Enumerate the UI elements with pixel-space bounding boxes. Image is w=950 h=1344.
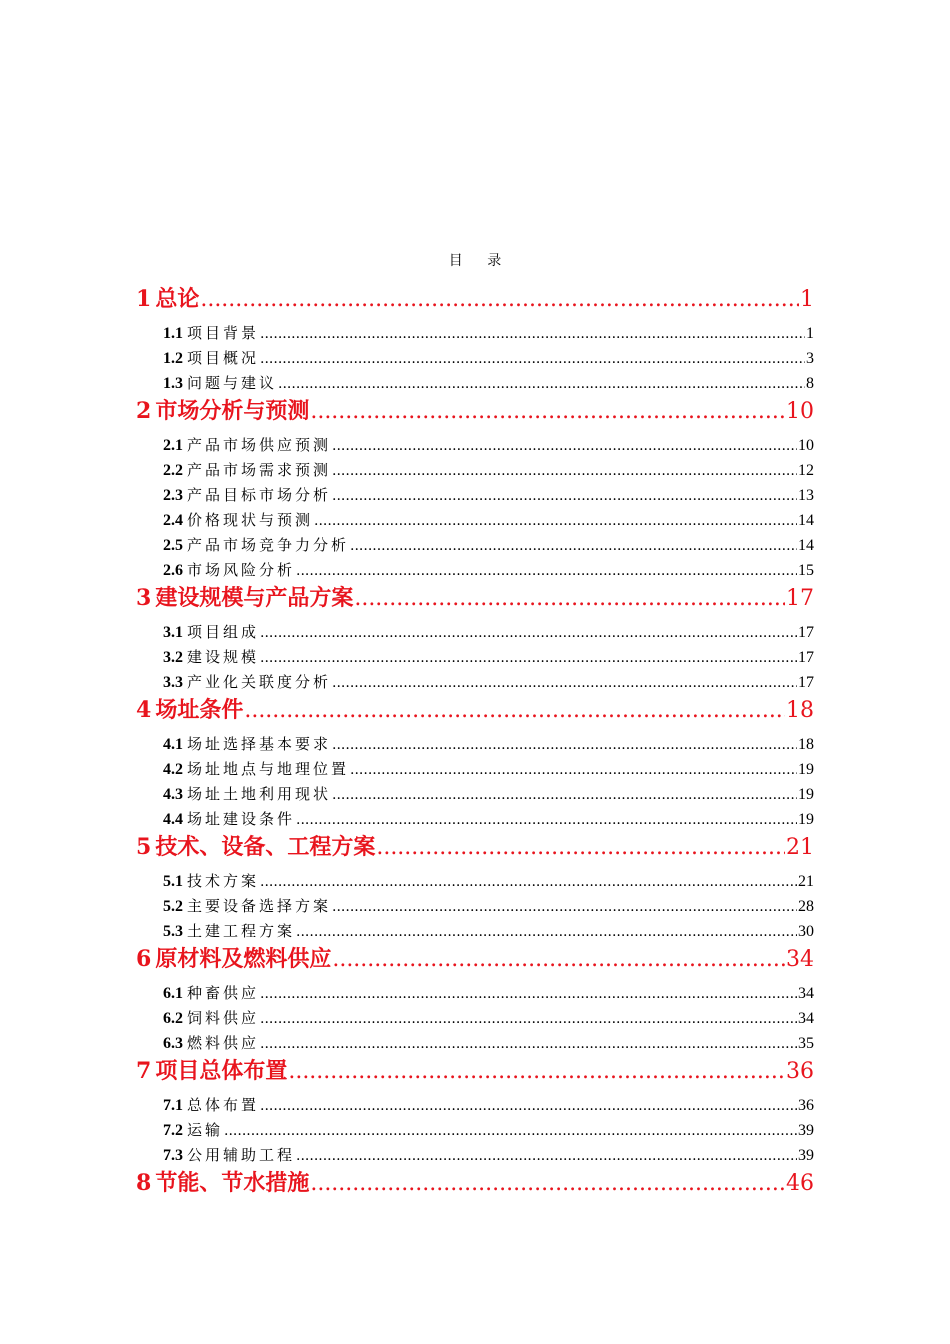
section-title: 建设规模 xyxy=(187,648,260,666)
section-number: 3.1 xyxy=(163,624,183,641)
toc-section-entry[interactable] xyxy=(136,321,814,346)
section-number: 2.1 xyxy=(163,437,183,454)
toc-section-entry[interactable] xyxy=(136,533,814,558)
toc-section-entry[interactable] xyxy=(136,483,814,508)
toc-chapter-entry[interactable] xyxy=(136,1056,814,1093)
toc-section-entry[interactable] xyxy=(136,558,814,583)
dot-leader xyxy=(332,733,797,758)
toc-section-entry[interactable] xyxy=(136,508,814,533)
section-title: 场址土地利用现状 xyxy=(187,785,332,803)
toc-section-entry[interactable] xyxy=(136,1118,814,1143)
toc-section-entry[interactable] xyxy=(136,757,814,782)
dot-leader xyxy=(260,1094,797,1119)
dot-leader xyxy=(354,584,785,614)
section-page-number: 17 xyxy=(798,649,814,666)
section-title: 公用辅助工程 xyxy=(187,1146,296,1164)
dot-leader xyxy=(332,434,797,459)
section-page-number: 19 xyxy=(798,786,814,803)
chapter-page-number: 21 xyxy=(786,835,814,860)
section-number: 4.2 xyxy=(163,761,183,778)
section-number: 2.6 xyxy=(163,562,183,579)
toc-chapter-entry[interactable] xyxy=(136,944,814,981)
toc-section-entry[interactable] xyxy=(136,1006,814,1031)
section-page-number: 21 xyxy=(798,873,814,890)
section-title: 运输 xyxy=(187,1121,224,1139)
chapter-number: 7 xyxy=(136,1058,152,1084)
section-title: 场址地点与地理位置 xyxy=(187,760,350,778)
dot-leader xyxy=(310,397,785,427)
toc-chapter-entry[interactable] xyxy=(136,832,814,869)
toc-chapter-entry[interactable] xyxy=(136,1168,814,1205)
chapter-title: 原材料及燃料供应 xyxy=(155,947,332,972)
section-number: 3.2 xyxy=(163,649,183,666)
dot-leader xyxy=(314,509,797,534)
section-number: 4.1 xyxy=(163,736,183,753)
section-page-number: 35 xyxy=(798,1035,814,1052)
toc-section-entry[interactable] xyxy=(136,670,814,695)
section-number: 2.4 xyxy=(163,512,183,529)
section-page-number: 36 xyxy=(798,1097,814,1114)
section-title: 技术方案 xyxy=(187,872,260,890)
section-title: 产品市场供应预测 xyxy=(187,436,332,454)
toc-section-entry[interactable] xyxy=(136,981,814,1006)
section-page-number: 13 xyxy=(798,487,814,504)
dot-leader xyxy=(288,1057,785,1087)
section-page-number: 39 xyxy=(798,1147,814,1164)
dot-leader xyxy=(332,945,785,975)
toc-section-entry[interactable] xyxy=(136,645,814,670)
dot-leader xyxy=(332,459,797,484)
dot-leader xyxy=(260,870,797,895)
section-number: 4.3 xyxy=(163,786,183,803)
chapter-number: 1 xyxy=(136,286,152,312)
chapter-page-number: 10 xyxy=(786,399,814,424)
section-title: 产业化关联度分析 xyxy=(187,673,332,691)
toc-chapter xyxy=(136,396,814,583)
chapter-number: 6 xyxy=(136,946,152,972)
dot-leader xyxy=(310,1169,785,1199)
dot-leader xyxy=(260,1007,797,1032)
section-title: 产品市场需求预测 xyxy=(187,461,332,479)
chapter-number: 8 xyxy=(136,1170,152,1196)
section-number: 7.2 xyxy=(163,1122,183,1139)
toc-chapter xyxy=(136,1168,814,1205)
toc-chapter xyxy=(136,583,814,695)
chapter-title: 总论 xyxy=(155,287,200,312)
section-page-number: 30 xyxy=(798,923,814,940)
dot-leader xyxy=(296,808,797,833)
toc-chapter-entry[interactable] xyxy=(136,396,814,433)
section-title: 种畜供应 xyxy=(187,984,260,1002)
dot-leader xyxy=(376,833,785,863)
chapter-page-number: 46 xyxy=(786,1171,814,1196)
section-page-number: 14 xyxy=(798,512,814,529)
chapter-title: 市场分析与预测 xyxy=(155,399,310,424)
toc-section-entry[interactable] xyxy=(136,620,814,645)
section-number: 6.1 xyxy=(163,985,183,1002)
toc-section-entry[interactable] xyxy=(136,458,814,483)
section-title: 项目概况 xyxy=(187,349,260,367)
toc-section-entry[interactable] xyxy=(136,371,814,396)
toc-section-entry[interactable] xyxy=(136,894,814,919)
dot-leader xyxy=(244,696,785,726)
dot-leader xyxy=(296,920,797,945)
section-number: 6.2 xyxy=(163,1010,183,1027)
section-page-number: 28 xyxy=(798,898,814,915)
section-title: 价格现状与预测 xyxy=(187,511,314,529)
dot-leader xyxy=(200,285,799,315)
section-page-number: 1 xyxy=(806,325,814,342)
section-title: 土建工程方案 xyxy=(187,922,296,940)
section-number: 2.3 xyxy=(163,487,183,504)
dot-leader xyxy=(260,621,797,646)
section-number: 6.3 xyxy=(163,1035,183,1052)
section-number: 7.1 xyxy=(163,1097,183,1114)
chapter-number: 4 xyxy=(136,697,152,723)
section-title: 产品市场竞争力分析 xyxy=(187,536,350,554)
chapter-title: 项目总体布置 xyxy=(155,1059,288,1084)
section-title: 场址建设条件 xyxy=(187,810,296,828)
toc-chapter xyxy=(136,1056,814,1168)
dot-leader xyxy=(332,484,797,509)
section-page-number: 19 xyxy=(798,761,814,778)
section-title: 总体布置 xyxy=(187,1096,260,1114)
chapter-title: 技术、设备、工程方案 xyxy=(155,835,376,860)
toc-chapter-entry[interactable] xyxy=(136,695,814,732)
toc-chapter xyxy=(136,832,814,944)
section-page-number: 34 xyxy=(798,1010,814,1027)
section-page-number: 14 xyxy=(798,537,814,554)
dot-leader xyxy=(260,982,797,1007)
section-number: 5.2 xyxy=(163,898,183,915)
section-page-number: 19 xyxy=(798,811,814,828)
section-number: 1.2 xyxy=(163,350,183,367)
toc-section-entry[interactable] xyxy=(136,807,814,832)
toc-chapter xyxy=(136,284,814,396)
dot-leader xyxy=(260,347,805,372)
section-title: 场址选择基本要求 xyxy=(187,735,332,753)
section-page-number: 17 xyxy=(798,624,814,641)
section-page-number: 17 xyxy=(798,674,814,691)
section-number: 1.1 xyxy=(163,325,183,342)
chapter-number: 3 xyxy=(136,585,152,611)
toc-section-entry[interactable] xyxy=(136,1143,814,1168)
section-title: 项目背景 xyxy=(187,324,260,342)
dot-leader xyxy=(332,783,797,808)
chapter-title: 节能、节水措施 xyxy=(155,1171,310,1196)
chapter-number: 2 xyxy=(136,398,152,424)
dot-leader xyxy=(332,671,797,696)
toc-section-entry[interactable] xyxy=(136,1093,814,1118)
chapter-page-number: 1 xyxy=(800,287,814,312)
toc-section-entry[interactable] xyxy=(136,919,814,944)
chapter-title: 建设规模与产品方案 xyxy=(155,586,354,611)
toc-chapter-entry[interactable] xyxy=(136,583,814,620)
section-page-number: 39 xyxy=(798,1122,814,1139)
section-title: 燃料供应 xyxy=(187,1034,260,1052)
chapter-page-number: 17 xyxy=(786,586,814,611)
section-title: 问题与建议 xyxy=(187,374,278,392)
dot-leader xyxy=(350,758,797,783)
section-title: 主要设备选择方案 xyxy=(187,897,332,915)
toc-section-entry[interactable] xyxy=(136,782,814,807)
toc-section-entry[interactable] xyxy=(136,346,814,371)
section-title: 产品目标市场分析 xyxy=(187,486,332,504)
section-title: 饲料供应 xyxy=(187,1009,260,1027)
dot-leader xyxy=(260,646,797,671)
chapter-title: 场址条件 xyxy=(155,698,244,723)
chapter-page-number: 36 xyxy=(786,1059,814,1084)
toc-section-entry[interactable] xyxy=(136,433,814,458)
section-title: 市场风险分析 xyxy=(187,561,296,579)
dot-leader xyxy=(296,559,797,584)
chapter-page-number: 34 xyxy=(786,947,814,972)
toc-chapter xyxy=(136,695,814,832)
section-number: 1.3 xyxy=(163,375,183,392)
section-page-number: 10 xyxy=(798,437,814,454)
chapter-page-number: 18 xyxy=(786,698,814,723)
page-title: 目 录 xyxy=(448,253,512,269)
toc-chapter-entry[interactable] xyxy=(136,284,814,321)
chapter-number: 5 xyxy=(136,834,152,860)
dot-leader xyxy=(350,534,797,559)
section-number: 7.3 xyxy=(163,1147,183,1164)
dot-leader xyxy=(260,322,805,347)
toc-section-entry[interactable] xyxy=(136,1031,814,1056)
section-title: 项目组成 xyxy=(187,623,260,641)
section-page-number: 12 xyxy=(798,462,814,479)
dot-leader xyxy=(332,895,797,920)
dot-leader xyxy=(296,1144,797,1169)
section-page-number: 18 xyxy=(798,736,814,753)
section-number: 2.5 xyxy=(163,537,183,554)
section-number: 5.1 xyxy=(163,873,183,890)
dot-leader xyxy=(260,1032,797,1057)
toc-chapter xyxy=(136,944,814,1056)
section-page-number: 34 xyxy=(798,985,814,1002)
section-page-number: 3 xyxy=(806,350,814,367)
table-of-contents xyxy=(136,284,814,1205)
section-number: 5.3 xyxy=(163,923,183,940)
section-number: 4.4 xyxy=(163,811,183,828)
section-page-number: 15 xyxy=(798,562,814,579)
section-number: 3.3 xyxy=(163,674,183,691)
toc-section-entry[interactable] xyxy=(136,869,814,894)
section-number: 2.2 xyxy=(163,462,183,479)
section-page-number: 8 xyxy=(806,375,814,392)
dot-leader xyxy=(224,1119,797,1144)
dot-leader xyxy=(278,372,805,397)
toc-section-entry[interactable] xyxy=(136,732,814,757)
